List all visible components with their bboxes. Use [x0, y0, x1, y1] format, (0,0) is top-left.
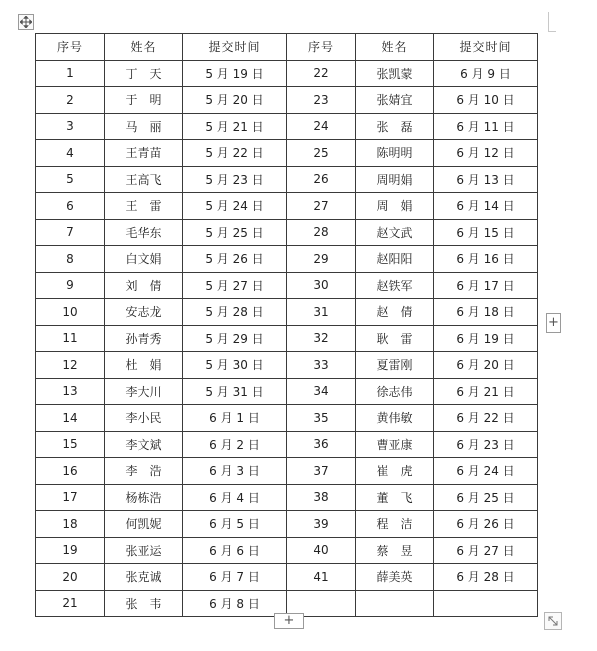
- resize-diagonal-icon: [547, 615, 559, 627]
- cell-submit-time[interactable]: 6 月 14 日: [434, 193, 538, 220]
- cell-submit-time[interactable]: 6 月 25 日: [434, 484, 538, 511]
- cell-submit-time[interactable]: 6 月 10 日: [434, 87, 538, 114]
- cell-name[interactable]: 徐志伟: [356, 378, 434, 405]
- cell-submit-time[interactable]: 6 月 13 日: [434, 166, 538, 193]
- table-row: [36, 458, 538, 485]
- cell-serial[interactable]: 14: [36, 405, 105, 432]
- cell-serial[interactable]: 38: [287, 484, 356, 511]
- cell-name[interactable]: 何凯妮: [105, 511, 183, 538]
- cell-serial[interactable]: 20: [36, 564, 105, 591]
- cell-submit-time[interactable]: 5 月 19 日: [183, 60, 287, 87]
- cell-submit-time[interactable]: 5 月 28 日: [183, 299, 287, 326]
- cell-name[interactable]: 程 洁: [356, 511, 434, 538]
- cell-serial[interactable]: 19: [36, 537, 105, 564]
- cell-serial[interactable]: 33: [287, 352, 356, 379]
- cell-name[interactable]: 丁 天: [105, 60, 183, 87]
- cell-submit-time[interactable]: 6 月 2 日: [183, 431, 287, 458]
- cell-name[interactable]: 李 浩: [105, 458, 183, 485]
- cell-submit-time[interactable]: 5 月 25 日: [183, 219, 287, 246]
- cell-name[interactable]: 李小民: [105, 405, 183, 432]
- table-row: [36, 166, 538, 193]
- table-row: [36, 484, 538, 511]
- cell-serial[interactable]: 9: [36, 272, 105, 299]
- cell-serial[interactable]: 13: [36, 378, 105, 405]
- cell-name[interactable]: 李文斌: [105, 431, 183, 458]
- header-submit-time-right[interactable]: 提交时间: [434, 34, 538, 61]
- table-row: [36, 405, 538, 432]
- cell-submit-time[interactable]: 6 月 18 日: [434, 299, 538, 326]
- table-row: [36, 564, 538, 591]
- cell-name[interactable]: 刘 倩: [105, 272, 183, 299]
- table-move-handle[interactable]: [18, 14, 34, 30]
- cell-serial[interactable]: 16: [36, 458, 105, 485]
- add-row-button[interactable]: [274, 613, 304, 629]
- move-arrows-icon: [20, 16, 32, 28]
- cell-serial[interactable]: 28: [287, 219, 356, 246]
- table-row: [36, 378, 538, 405]
- cell-name[interactable]: 曹亚康: [356, 431, 434, 458]
- cell-name[interactable]: 周 娟: [356, 193, 434, 220]
- cell-name[interactable]: 王高飞: [105, 166, 183, 193]
- cell-serial[interactable]: 40: [287, 537, 356, 564]
- cell-serial[interactable]: 21: [36, 590, 105, 617]
- cell-submit-time[interactable]: 5 月 27 日: [183, 272, 287, 299]
- cell-name[interactable]: 蔡 昱: [356, 537, 434, 564]
- cell-serial[interactable]: 6: [36, 193, 105, 220]
- cell-serial[interactable]: 41: [287, 564, 356, 591]
- cell-serial[interactable]: 11: [36, 325, 105, 352]
- roster-table: [35, 33, 538, 617]
- cell-submit-time[interactable]: 6 月 1 日: [183, 405, 287, 432]
- cell-submit-time[interactable]: [434, 590, 538, 617]
- cell-submit-time[interactable]: 6 月 9 日: [434, 60, 538, 87]
- table-header-row: [36, 34, 538, 61]
- table-resize-handle[interactable]: [544, 612, 562, 630]
- cell-serial[interactable]: 35: [287, 405, 356, 432]
- cell-name[interactable]: 陈明明: [356, 140, 434, 167]
- cell-name[interactable]: 张凯蒙: [356, 60, 434, 87]
- cell-name[interactable]: 杨栋浩: [105, 484, 183, 511]
- cell-name[interactable]: 赵铁军: [356, 272, 434, 299]
- cell-serial[interactable]: 27: [287, 193, 356, 220]
- add-column-button[interactable]: [546, 313, 561, 333]
- table-row: [36, 60, 538, 87]
- table-row: [36, 511, 538, 538]
- cell-submit-time[interactable]: 5 月 31 日: [183, 378, 287, 405]
- cell-submit-time[interactable]: 6 月 27 日: [434, 537, 538, 564]
- cell-serial[interactable]: 8: [36, 246, 105, 273]
- cell-serial[interactable]: 36: [287, 431, 356, 458]
- cell-serial[interactable]: 29: [287, 246, 356, 273]
- cell-name[interactable]: 王青苗: [105, 140, 183, 167]
- cell-serial[interactable]: 30: [287, 272, 356, 299]
- table-row: [36, 87, 538, 114]
- cell-serial[interactable]: 25: [287, 140, 356, 167]
- cell-serial[interactable]: 31: [287, 299, 356, 326]
- cell-name[interactable]: 安志龙: [105, 299, 183, 326]
- header-serial-right[interactable]: 序号: [287, 34, 356, 61]
- cell-submit-time[interactable]: 6 月 7 日: [183, 564, 287, 591]
- cell-name[interactable]: 马 丽: [105, 113, 183, 140]
- cell-serial[interactable]: 2: [36, 87, 105, 114]
- cell-name[interactable]: 黄伟敏: [356, 405, 434, 432]
- cell-serial[interactable]: 17: [36, 484, 105, 511]
- cell-submit-time[interactable]: 6 月 12 日: [434, 140, 538, 167]
- cell-serial[interactable]: 3: [36, 113, 105, 140]
- cell-submit-time[interactable]: 5 月 21 日: [183, 113, 287, 140]
- cell-serial[interactable]: 37: [287, 458, 356, 485]
- cell-submit-time[interactable]: 6 月 6 日: [183, 537, 287, 564]
- cell-serial[interactable]: 7: [36, 219, 105, 246]
- cell-name[interactable]: 白文娟: [105, 246, 183, 273]
- cell-serial[interactable]: 5: [36, 166, 105, 193]
- cell-name[interactable]: 李大川: [105, 378, 183, 405]
- table-row: [36, 352, 538, 379]
- cell-name[interactable]: 杜 娟: [105, 352, 183, 379]
- cell-serial[interactable]: 26: [287, 166, 356, 193]
- cell-serial[interactable]: 15: [36, 431, 105, 458]
- cell-submit-time[interactable]: 6 月 3 日: [183, 458, 287, 485]
- cell-submit-time[interactable]: 5 月 26 日: [183, 246, 287, 273]
- cell-name[interactable]: 张 韦: [105, 590, 183, 617]
- plus-icon: +: [548, 315, 559, 330]
- cell-name[interactable]: 张婧宜: [356, 87, 434, 114]
- cell-submit-time[interactable]: 6 月 22 日: [434, 405, 538, 432]
- cell-serial[interactable]: 4: [36, 140, 105, 167]
- cell-submit-time[interactable]: 6 月 17 日: [434, 272, 538, 299]
- cell-submit-time[interactable]: 6 月 5 日: [183, 511, 287, 538]
- cell-serial[interactable]: 23: [287, 87, 356, 114]
- cell-serial[interactable]: 24: [287, 113, 356, 140]
- cell-name[interactable]: 董 飞: [356, 484, 434, 511]
- cell-serial[interactable]: 1: [36, 60, 105, 87]
- cell-submit-time[interactable]: 6 月 28 日: [434, 564, 538, 591]
- table-row: [36, 431, 538, 458]
- cell-name[interactable]: 王 雷: [105, 193, 183, 220]
- cell-serial[interactable]: 12: [36, 352, 105, 379]
- cell-serial[interactable]: 22: [287, 60, 356, 87]
- table-row: [36, 325, 538, 352]
- plus-icon: +: [283, 613, 295, 628]
- cell-submit-time[interactable]: 5 月 23 日: [183, 166, 287, 193]
- cell-name[interactable]: 耿 雷: [356, 325, 434, 352]
- table-row: [36, 299, 538, 326]
- cell-name[interactable]: [356, 590, 434, 617]
- cell-serial[interactable]: 10: [36, 299, 105, 326]
- cell-submit-time[interactable]: 6 月 4 日: [183, 484, 287, 511]
- cell-submit-time[interactable]: 6 月 11 日: [434, 113, 538, 140]
- cell-submit-time[interactable]: 6 月 16 日: [434, 246, 538, 273]
- table-row: [36, 140, 538, 167]
- cell-name[interactable]: 赵 倩: [356, 299, 434, 326]
- cell-name[interactable]: 赵文武: [356, 219, 434, 246]
- page-margin-corner-mark: [548, 12, 549, 32]
- cell-submit-time[interactable]: 6 月 23 日: [434, 431, 538, 458]
- cell-submit-time[interactable]: 6 月 20 日: [434, 352, 538, 379]
- cell-submit-time[interactable]: 5 月 20 日: [183, 87, 287, 114]
- page-margin-corner-mark-h: [548, 31, 556, 32]
- cell-name[interactable]: 张克诚: [105, 564, 183, 591]
- cell-submit-time[interactable]: 6 月 15 日: [434, 219, 538, 246]
- cell-name[interactable]: 赵阳阳: [356, 246, 434, 273]
- cell-name[interactable]: 于 明: [105, 87, 183, 114]
- cell-submit-time[interactable]: 5 月 29 日: [183, 325, 287, 352]
- table-row: [36, 272, 538, 299]
- cell-name[interactable]: 张 磊: [356, 113, 434, 140]
- table-row: [36, 246, 538, 273]
- cell-serial[interactable]: 18: [36, 511, 105, 538]
- cell-submit-time[interactable]: 6 月 26 日: [434, 511, 538, 538]
- cell-submit-time[interactable]: 5 月 30 日: [183, 352, 287, 379]
- cell-submit-time[interactable]: 6 月 8 日: [183, 590, 287, 617]
- cell-submit-time[interactable]: 6 月 19 日: [434, 325, 538, 352]
- cell-name[interactable]: 薛美英: [356, 564, 434, 591]
- cell-name[interactable]: 孙青秀: [105, 325, 183, 352]
- cell-submit-time[interactable]: 6 月 24 日: [434, 458, 538, 485]
- cell-submit-time[interactable]: 5 月 22 日: [183, 140, 287, 167]
- cell-name[interactable]: 崔 虎: [356, 458, 434, 485]
- cell-name[interactable]: 张亚运: [105, 537, 183, 564]
- cell-serial[interactable]: 34: [287, 378, 356, 405]
- cell-name[interactable]: 毛华东: [105, 219, 183, 246]
- header-name-left[interactable]: 姓名: [105, 34, 183, 61]
- table-row: [36, 219, 538, 246]
- header-name-right[interactable]: 姓名: [356, 34, 434, 61]
- cell-submit-time[interactable]: 5 月 24 日: [183, 193, 287, 220]
- cell-name[interactable]: 周明娟: [356, 166, 434, 193]
- header-submit-time-left[interactable]: 提交时间: [183, 34, 287, 61]
- cell-serial[interactable]: 32: [287, 325, 356, 352]
- table-row: [36, 113, 538, 140]
- header-serial-left[interactable]: 序号: [36, 34, 105, 61]
- cell-name[interactable]: 夏雷刚: [356, 352, 434, 379]
- cell-submit-time[interactable]: 6 月 21 日: [434, 378, 538, 405]
- table-row: [36, 537, 538, 564]
- table-row: [36, 193, 538, 220]
- cell-serial[interactable]: 39: [287, 511, 356, 538]
